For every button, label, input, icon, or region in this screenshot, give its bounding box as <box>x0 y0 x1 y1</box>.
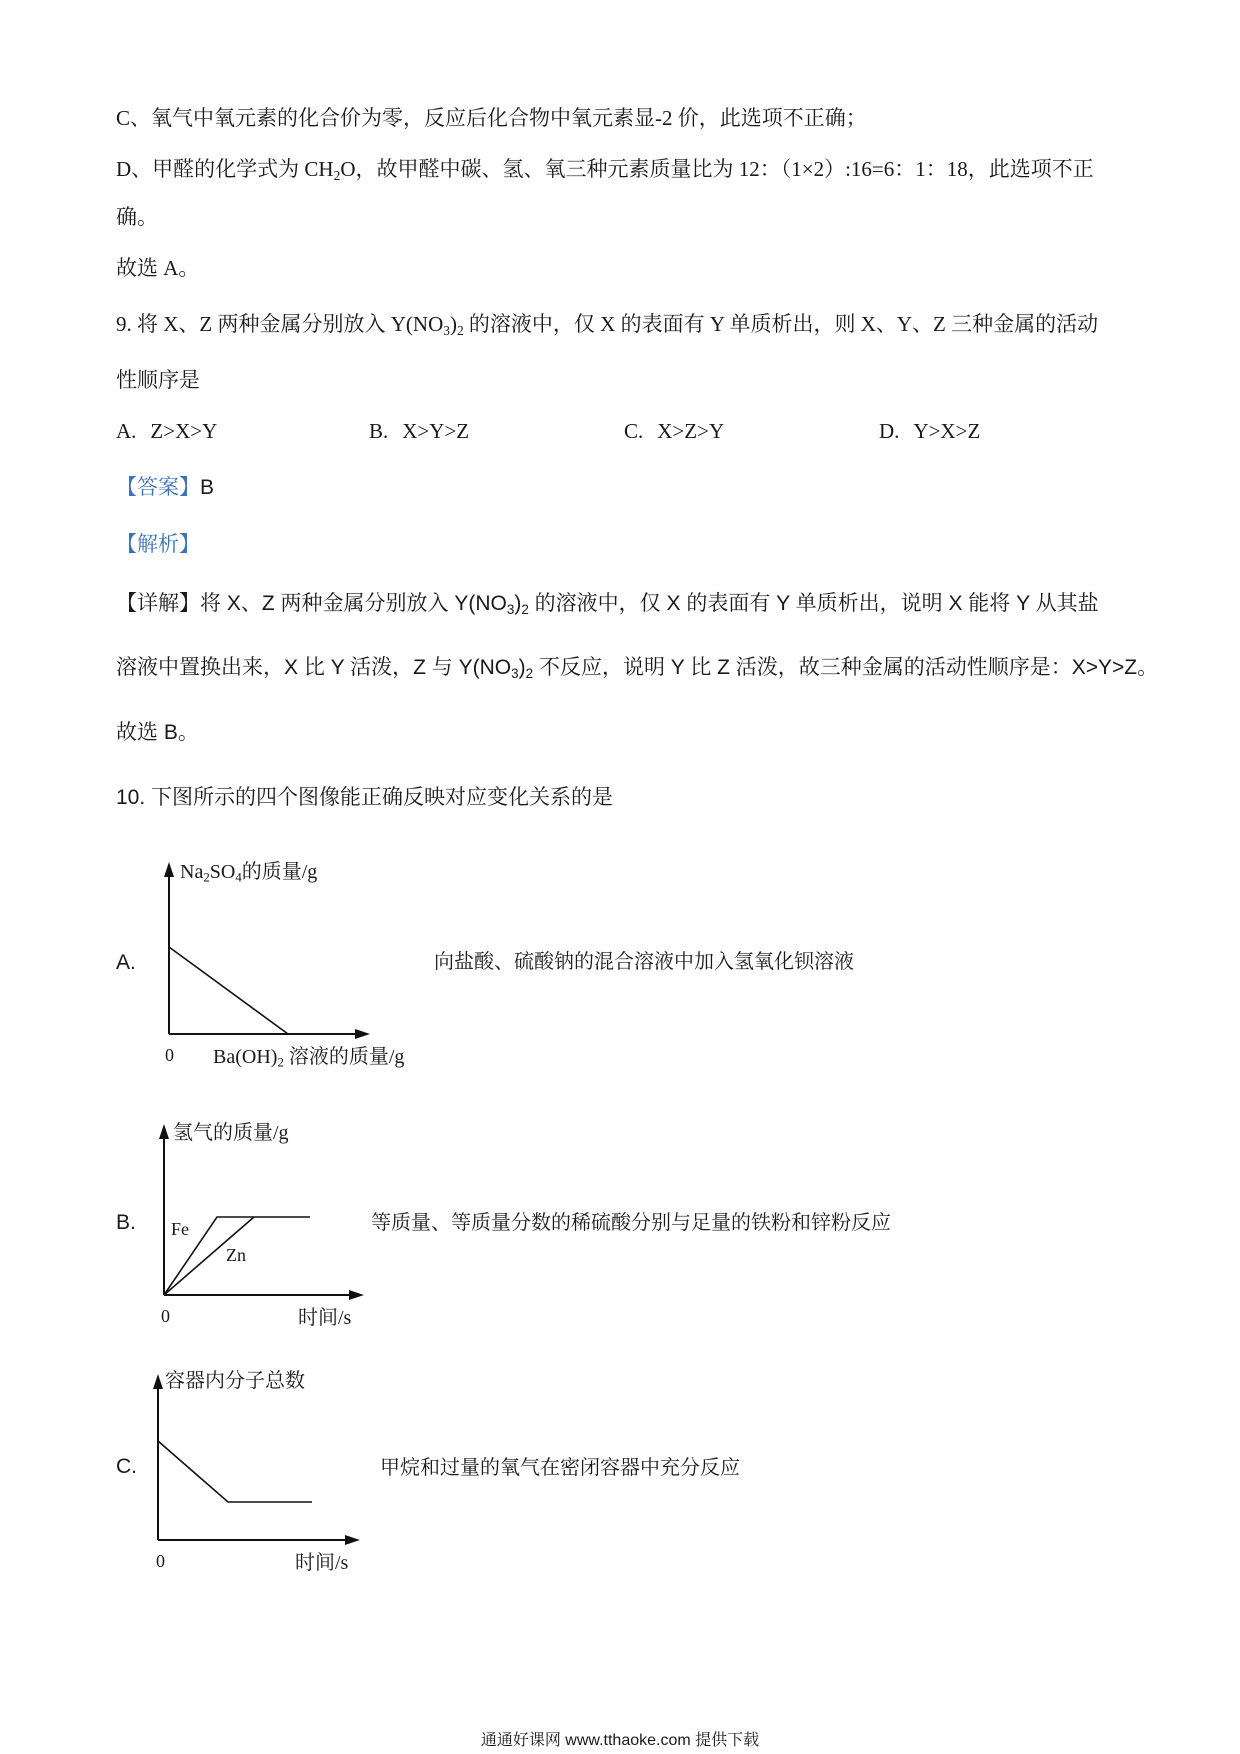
solution-line-d-continued: 确。 <box>116 205 158 229</box>
graph-c-y-axis-arrow <box>153 1374 163 1389</box>
question-9-stem <box>116 311 1098 337</box>
q9-conclusion: 故选 B。 <box>116 721 199 744</box>
y-label-part: 的质量/g <box>241 861 318 883</box>
graph-b-curve-label-fe: Fe <box>171 1219 189 1239</box>
graph-a-description: 向盐酸、硫酸钠的混合溶液中加入氢氧化钡溶液 <box>434 951 854 973</box>
detail-2-subscript-3: 3 <box>511 665 519 681</box>
q9-option-b <box>369 418 469 444</box>
graph-a-x-axis-arrow <box>355 1029 370 1039</box>
graph-b-option-letter: B. <box>116 1211 136 1234</box>
graph-a-y-axis-label <box>180 860 317 884</box>
x-label-part: Ba(OH) <box>213 1046 278 1068</box>
detail-2-start: 溶液中置换出来，X 比 Y 活泼，Z 与 Y(NO <box>116 656 512 679</box>
detail-1-paren: ) <box>514 592 522 615</box>
detail-2-paren: ) <box>518 656 526 679</box>
y-label-subscript: 2 <box>203 870 210 885</box>
q9-detail-line-1 <box>116 591 1099 617</box>
graph-b-description: 等质量、等质量分数的稀硫酸分别与足量的铁粉和锌粉反应 <box>371 1212 891 1234</box>
graph-b <box>159 1124 364 1300</box>
graph-c-x-axis-label: 时间/s <box>295 1552 349 1574</box>
solution-line-c: C、氧气中氧元素的化合价为零，反应后化合物中氧元素显-2 价，此选项不正确； <box>116 106 867 130</box>
detail-1-start: 将 X、Z 两种金属分别放入 Y(NO <box>200 592 507 615</box>
graph-c-option-letter: C. <box>116 1455 137 1478</box>
answer-value: B <box>200 476 215 499</box>
q9-option-d <box>879 418 980 444</box>
detail-2-end: 不反应，说明 Y 比 Z 活泼，故三种金属的活动性顺序是：X>Y>Z。 <box>533 656 1159 679</box>
line-d-text-end: O，故甲醛中碳、氢、氧三种元素质量比为 12：（1×2）:16=6：1：18，此选项不正 <box>340 157 1094 181</box>
graph-c-description: 甲烷和过量的氧气在密闭容器中充分反应 <box>380 1457 740 1479</box>
q9-stem-paren: ) <box>449 312 457 336</box>
detail-1-subscript-2: 2 <box>521 601 529 617</box>
graph-c-x-axis-arrow <box>345 1535 360 1545</box>
y-label-part: SO <box>209 861 236 883</box>
q9-stem-subscript-3: 3 <box>443 322 450 338</box>
option-letter: C. <box>624 419 644 443</box>
solution-conclusion-a: 故选 A。 <box>116 256 200 280</box>
graph-c-curve <box>158 1441 312 1502</box>
graph-a-curve <box>169 947 288 1034</box>
graph-b-origin-label: 0 <box>161 1306 170 1326</box>
graph-c <box>153 1374 360 1545</box>
x-label-subscript: 2 <box>277 1055 284 1070</box>
option-letter: A. <box>116 419 137 443</box>
graph-b-y-axis-label: 氢气的质量/g <box>173 1122 289 1144</box>
graph-b-x-axis-label: 时间/s <box>298 1307 352 1329</box>
q9-stem-subscript-2: 2 <box>456 322 464 338</box>
q9-stem-end: 的溶液中，仅 X 的表面有 Y 单质析出，则 X、Y、Z 三种金属的活动 <box>463 312 1099 336</box>
y-label-part: Na <box>180 861 204 883</box>
q9-option-a <box>116 418 217 444</box>
answer-tag: 【答案】 <box>116 476 200 499</box>
graph-b-x-axis-arrow <box>349 1290 364 1300</box>
line-d-text-start: D、甲醛的化学式为 CH <box>116 157 334 181</box>
option-letter: B. <box>369 419 389 443</box>
graph-b-curve-label-zn: Zn <box>226 1245 246 1265</box>
graph-c-origin-label: 0 <box>156 1551 165 1571</box>
option-text: X>Z>Y <box>657 419 725 443</box>
graph-a-origin-label: 0 <box>165 1045 174 1065</box>
q9-answer <box>116 475 214 501</box>
q9-detail-line-2 <box>116 655 1158 681</box>
x-label-part: 溶液的质量/g <box>283 1046 405 1068</box>
option-text: X>Y>Z <box>402 419 470 443</box>
graph-c-y-axis-label: 容器内分子总数 <box>165 1370 305 1392</box>
question-9-stem-continued: 性顺序是 <box>116 368 200 392</box>
option-letter: D. <box>879 419 900 443</box>
q9-option-c <box>624 418 724 444</box>
detail-tag: 【详解】 <box>116 592 200 615</box>
graph-b-y-axis-arrow <box>159 1124 169 1139</box>
graph-a-y-axis-arrow <box>164 862 174 877</box>
line-d-subscript: 2 <box>333 167 341 183</box>
y-label-subscript: 4 <box>235 870 242 885</box>
solution-line-d <box>116 156 1094 182</box>
graph-a-x-axis-label <box>213 1045 404 1069</box>
page-footer-watermark: 通通好课网 www.tthaoke.com 提供下载 <box>480 1732 760 1749</box>
detail-1-subscript-3: 3 <box>506 601 515 617</box>
detail-1-end: 的溶液中，仅 X 的表面有 Y 单质析出，说明 X 能将 Y 从其盐 <box>528 592 1099 615</box>
q9-analysis-heading <box>116 532 200 558</box>
graph-a-option-letter: A. <box>116 951 136 974</box>
detail-2-subscript-2: 2 <box>525 665 534 681</box>
question-10-stem: 10. 下图所示的四个图像能正确反映对应变化关系的是 <box>116 786 614 809</box>
q9-stem-start: 9. 将 X、Z 两种金属分别放入 Y(NO <box>116 312 444 336</box>
analysis-tag: 【解析】 <box>116 533 200 556</box>
option-text: Z>X>Y <box>150 419 218 443</box>
graph-a <box>164 862 370 1039</box>
option-text: Y>X>Z <box>913 419 981 443</box>
